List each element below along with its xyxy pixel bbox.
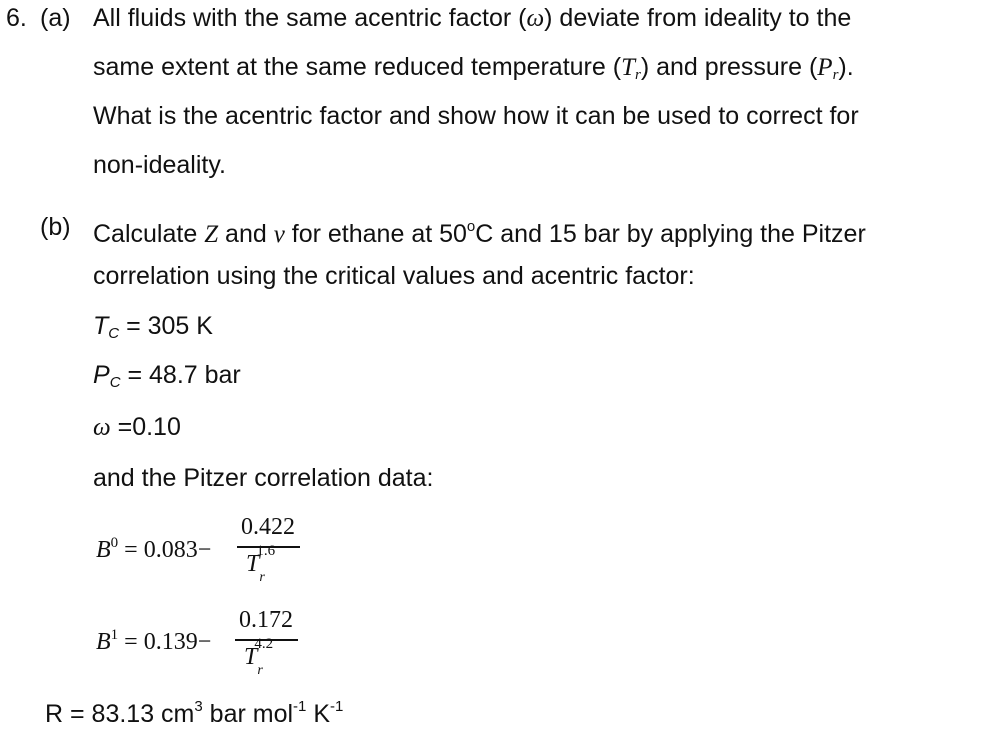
gas-constant: R = 83.13 $cm^3$ bar mol$^{-1}$ $K^{-1}$ — [45, 698, 344, 728]
critical-pressure: $P_C = 48.7$ bar — [93, 361, 241, 391]
part-a-line-2: same extent at the same reduced temperature $(T_r)$ and pressure $(P_r)$. — [93, 53, 854, 83]
omega-symbol: ω — [526, 5, 545, 32]
part-a-line-4: non-ideality. — [93, 151, 226, 179]
pitzer-data-intro: and the Pitzer correlation data: — [93, 464, 434, 492]
part-a-line-1: All fluids with the same acentric factor (ω) deviate from ideality to the — [93, 4, 852, 32]
part-b-label: (b) — [40, 213, 71, 241]
question-number: 6. — [6, 4, 27, 32]
z-symbol: Z — [204, 221, 219, 248]
part-a-line-3: What is the acentric factor and show how it can be used to correct for — [93, 102, 859, 130]
part-b-line-1: Calculate Z and v for ethane at 50$^o$C and 15 bar by applying the Pitzer — [93, 218, 866, 248]
equation-b0-denominator: $T_r$ 1.6 — [246, 543, 276, 585]
equation-b1-denominator: $T_r$ 4.2 — [244, 636, 274, 678]
part-a-label: (a) — [40, 4, 71, 32]
equation-b1-lhs: $B^1 = 0.139-$ — [96, 627, 212, 655]
critical-temperature: $T_C = 305$ K — [93, 312, 213, 342]
equation-b0-numerator: 0.422 — [241, 514, 295, 540]
part-b-line-2: correlation using the critical values and acentric factor: — [93, 262, 695, 290]
acentric-factor-value: ω =0.10 — [93, 413, 181, 441]
equation-b0-lhs: $B^0 = 0.083-$ — [96, 535, 212, 563]
equation-b1-numerator: 0.172 — [239, 607, 293, 633]
v-symbol: v — [273, 221, 285, 248]
